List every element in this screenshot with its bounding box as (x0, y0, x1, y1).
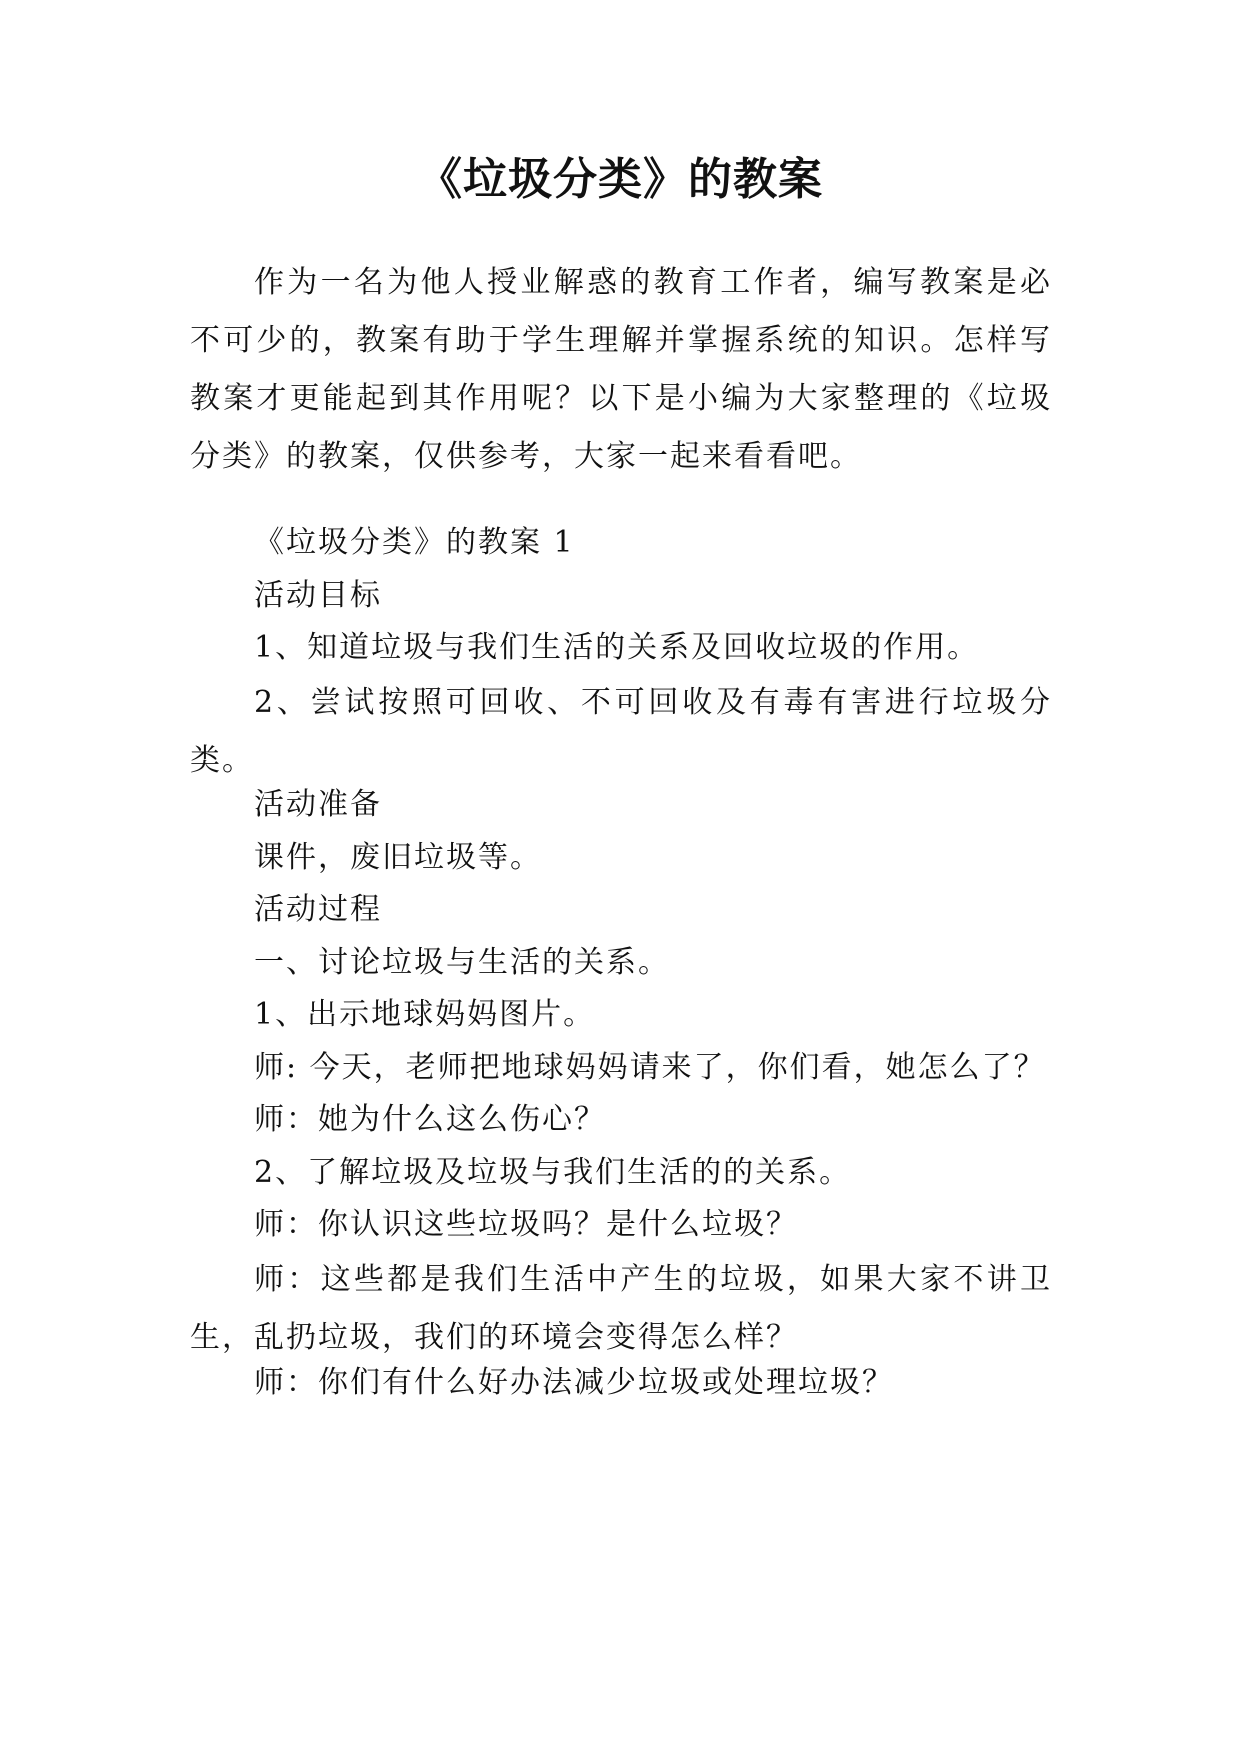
process-step-heading: 一、讨论垃圾与生活的关系。 (254, 945, 670, 980)
document-title: 《垃圾分类》的教案 (418, 154, 823, 205)
process-step-1: 1、出示地球妈妈图片。 (254, 997, 596, 1032)
process-step-2: 2、了解垃圾及垃圾与我们生活的的关系。 (254, 1155, 852, 1190)
intro-paragraph: 作为一名为他人授业解惑的教育工作者，编写教案是必不可少的，教案有助于学生理解并掌握系统的知识。怎样写教案才更能起到其作用呢？以下是小编为大家整理的《垃圾分类》的教案，仅供参考，大家一起来看看吧。 (190, 265, 1052, 474)
process-heading: 活动过程 (254, 892, 382, 927)
section-heading: 《垃圾分类》的教案 1 (254, 525, 575, 560)
teacher-line-1: 师: 今天，老师把地球妈妈请来了，你们看，她怎么了？ (254, 1050, 1046, 1085)
teacher-line-5: 师：你们有什么好办法减少垃圾或处理垃圾？ (254, 1365, 894, 1400)
teacher-line-4: 师：这些都是我们生活中产生的垃圾，如果大家不讲卫生，乱扔垃圾，我们的环境会变得怎么样？ (190, 1262, 1052, 1355)
teacher-line-2: 师：她为什么这么伤心？ (254, 1102, 606, 1137)
preparation-heading: 活动准备 (254, 787, 382, 822)
objective-item-1: 1、知道垃圾与我们生活的关系及回收垃圾的作用。 (254, 630, 980, 665)
preparation-text: 课件，废旧垃圾等。 (254, 840, 542, 875)
objective-heading: 活动目标 (254, 578, 382, 613)
objective-item-2: 2、尝试按照可回收、不可回收及有毒有害进行垃圾分类。 (190, 685, 1052, 778)
teacher-line-3: 师：你认识这些垃圾吗？是什么垃圾？ (254, 1207, 798, 1242)
